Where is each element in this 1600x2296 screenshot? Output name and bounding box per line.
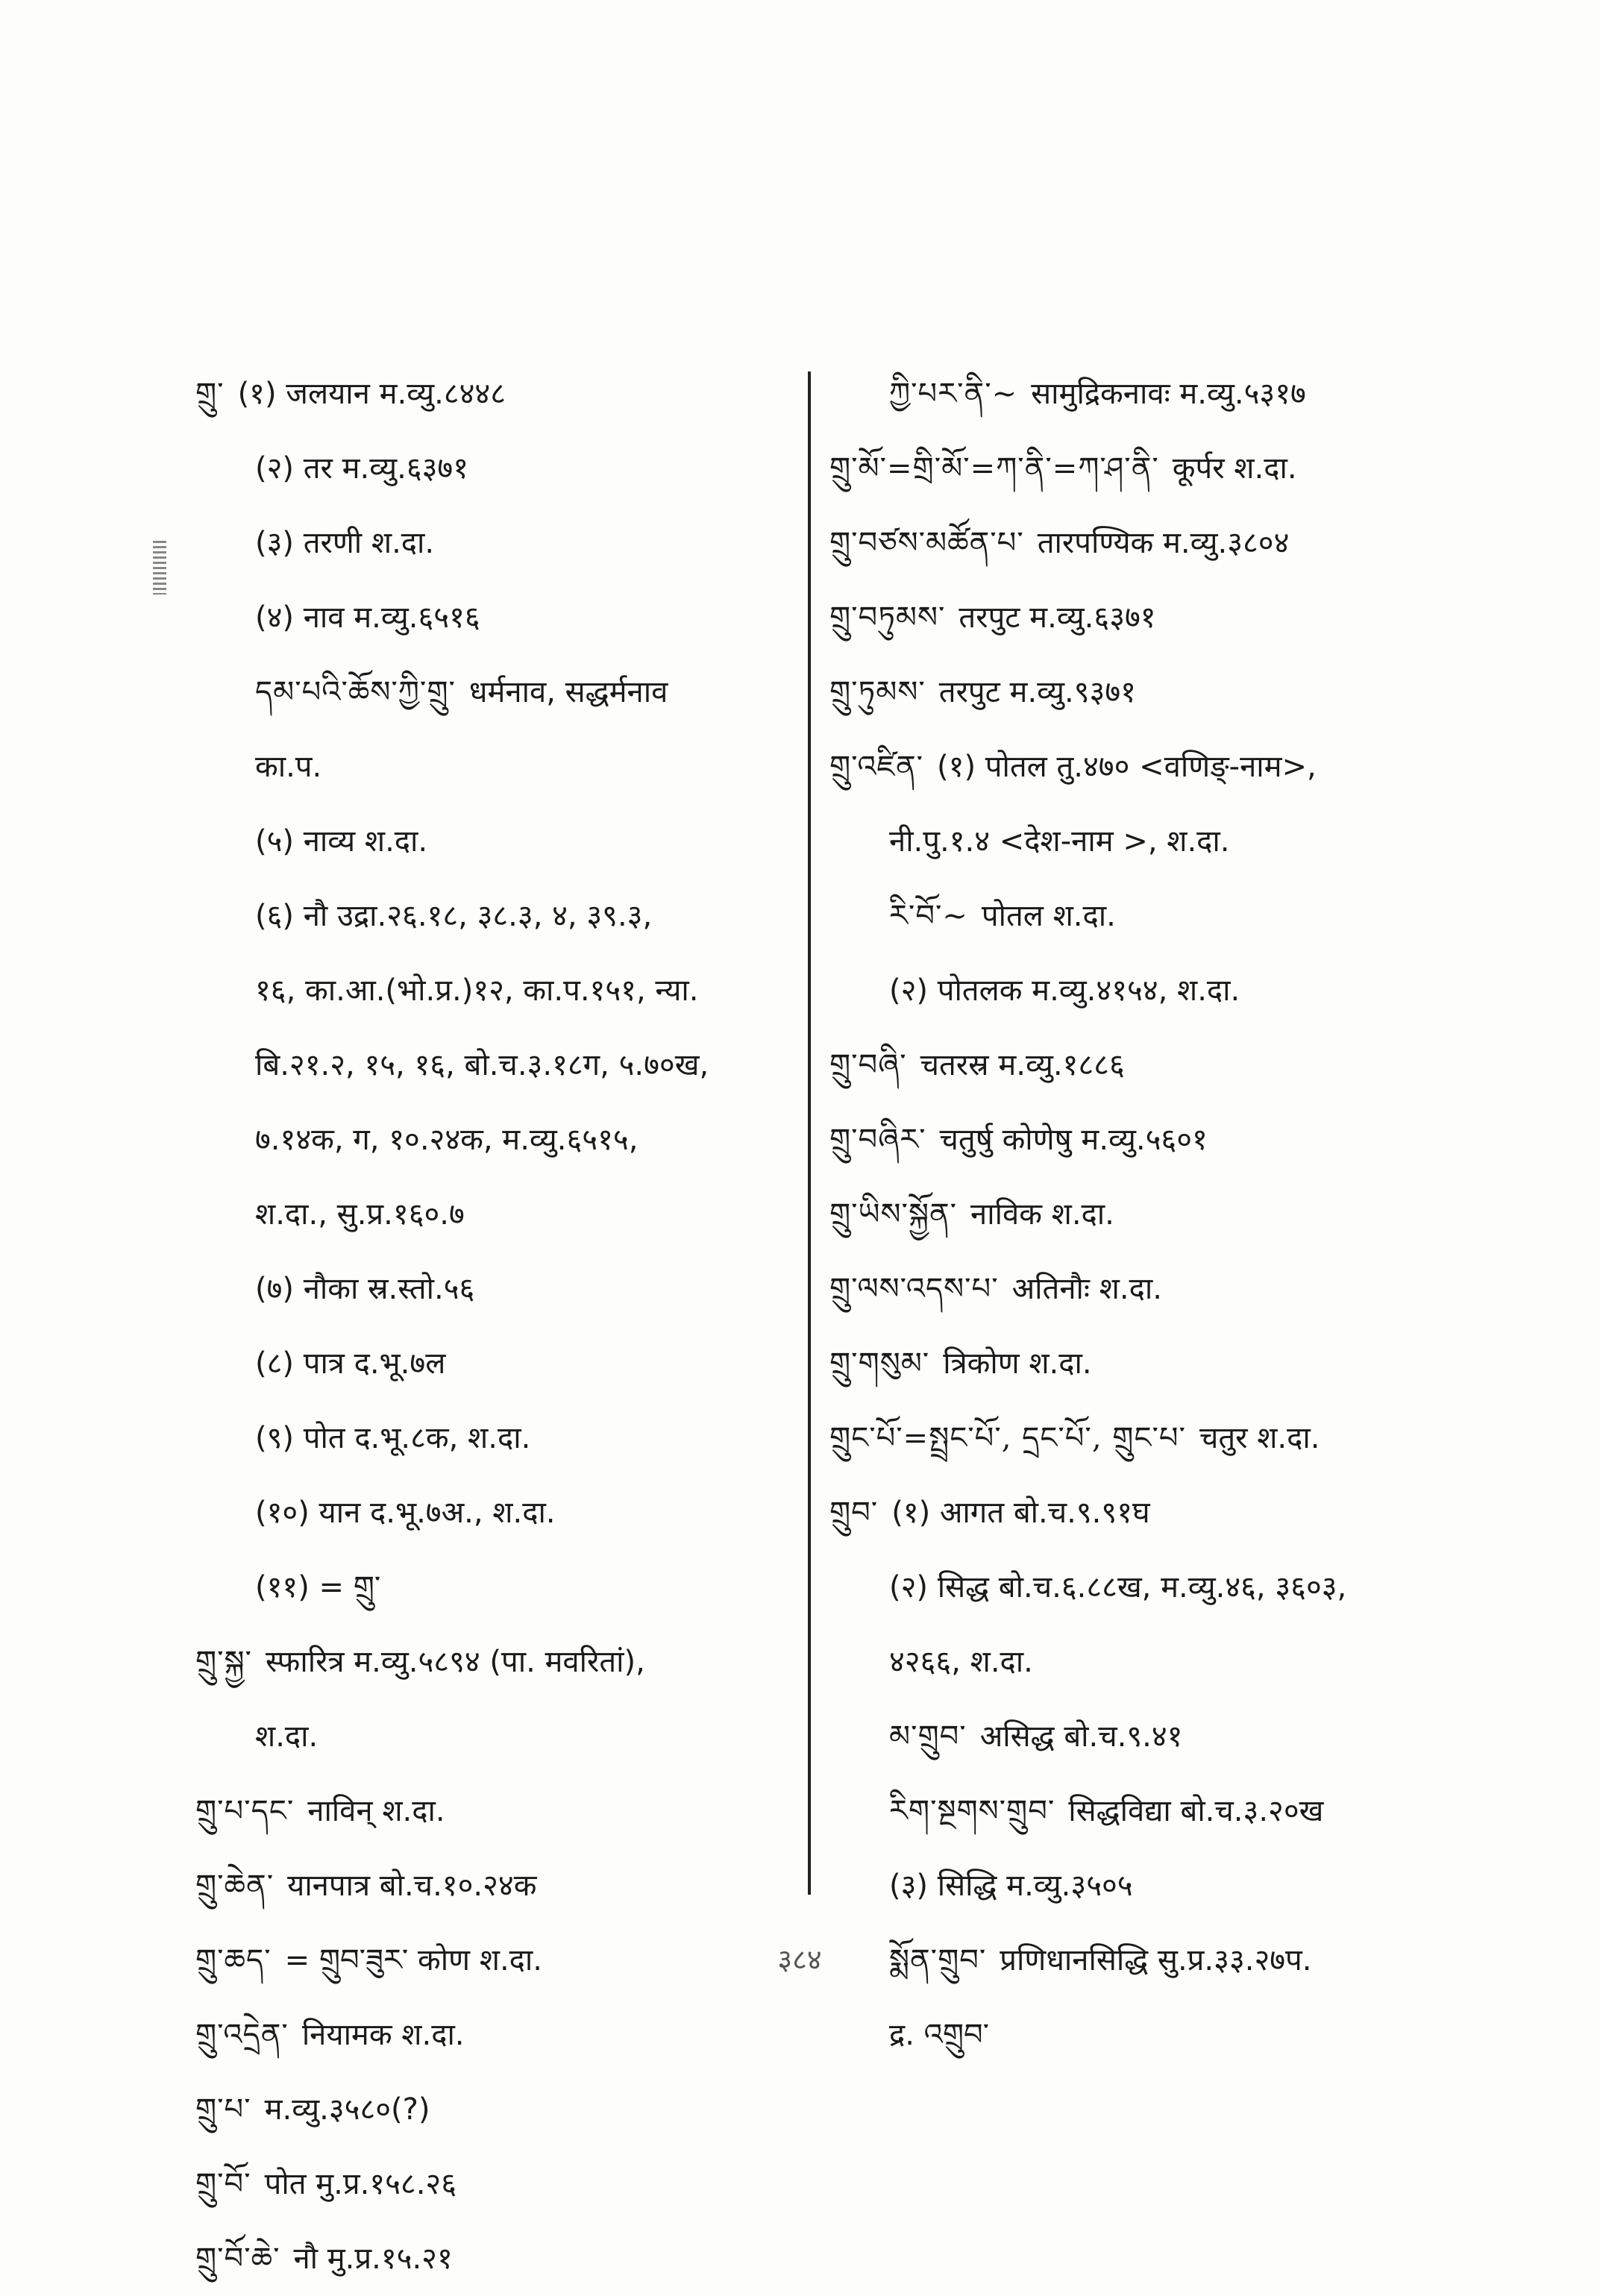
sanskrit-gloss: (९) पोत द.भू.८क, श.दा. xyxy=(255,1421,531,1455)
dictionary-entry-line xyxy=(829,1252,1426,1326)
dictionary-entry-line xyxy=(829,1923,1426,1998)
sanskrit-gloss: द्र. འགྲུབ་ xyxy=(889,2018,990,2052)
dictionary-entry-line xyxy=(829,804,1426,879)
tibetan-headword: གྲུ་ཆད་ xyxy=(195,1943,272,1977)
tibetan-headword: གྲུ་བཙས་མཚོན་པ་ xyxy=(829,526,1024,560)
dictionary-entry-line xyxy=(829,730,1426,804)
dictionary-entry-line xyxy=(829,580,1426,655)
sanskrit-gloss: धर्मनाव, सद्धर्मनाव xyxy=(468,675,668,709)
sanskrit-gloss: श.दा. xyxy=(255,1719,319,1754)
sanskrit-gloss: तरपुट म.व्यु.६३७१ xyxy=(959,600,1156,635)
sanskrit-gloss: नाविक श.दा. xyxy=(970,1197,1114,1232)
tibetan-headword: གྲུ་ཏུམས་ xyxy=(829,675,926,709)
tibetan-headword: གྲུ་སྐྱ་ xyxy=(195,1645,252,1679)
sanskrit-gloss: नाविन् श.दा. xyxy=(307,1794,445,1828)
sanskrit-gloss: (१) जलयान म.व्यु.८४४८ xyxy=(237,377,506,411)
margin-mark xyxy=(153,541,166,595)
dictionary-entry-line xyxy=(829,1401,1426,1475)
sanskrit-gloss: ४२६६, श.दा. xyxy=(889,1645,1033,1679)
dictionary-entry-line xyxy=(195,1998,792,2072)
dictionary-entry-line xyxy=(829,1102,1426,1177)
sanskrit-gloss: बि.२१.२, १५, १६, बो.च.३.१८ग, ५.७०ख, xyxy=(255,1048,709,1082)
sanskrit-gloss: का.प. xyxy=(255,750,322,784)
sanskrit-gloss: तारपण्यिक म.व्यु.३८०४ xyxy=(1037,526,1290,560)
tibetan-headword: གྲུ་པ་དང་ xyxy=(195,1794,295,1828)
dictionary-entry-line xyxy=(195,1923,792,1998)
sanskrit-gloss: पोत मु.प्र.१५८.२६ xyxy=(264,2167,457,2201)
sanskrit-gloss: अतिनौः श.दा. xyxy=(1011,1272,1162,1306)
left-column xyxy=(195,357,792,2296)
tibetan-headword: གྲུ་བོ་ཆེ་ xyxy=(195,2242,280,2276)
dictionary-entry-line xyxy=(829,1848,1426,1923)
sanskrit-gloss: स्फारित्र म.व्यु.५८९४ (पा. मवरितां), xyxy=(265,1645,645,1679)
tibetan-headword: གྲུ་བཞི་ xyxy=(829,1048,907,1082)
dictionary-entry-line xyxy=(195,1475,792,1550)
sanskrit-gloss: (१०) यान द.भू.७अ., श.दा. xyxy=(255,1496,556,1530)
dictionary-entry-line xyxy=(195,1177,792,1252)
tibetan-headword: དམ་པའི་ཆོས་ཀྱི་གྲུ་ xyxy=(255,675,456,709)
dictionary-entry-line xyxy=(195,1550,792,1625)
dictionary-entry-line xyxy=(195,1401,792,1475)
tibetan-headword: རིག་སྔགས་གྲུབ་ xyxy=(889,1794,1055,1828)
dictionary-entry-line xyxy=(195,1252,792,1326)
sanskrit-gloss: श.दा., सु.प्र.१६०.७ xyxy=(255,1197,465,1232)
tibetan-headword: གྲུ་མོ་=གྲི་མོ་=ཀ་ནི་=ཀ་ཤ་ནི་ xyxy=(829,451,1159,486)
tibetan-headword: གྲུ་ཆེན་ xyxy=(195,1869,274,1903)
dictionary-entry-line xyxy=(195,804,792,879)
tibetan-headword: རི་བོ་~ xyxy=(889,899,968,933)
dictionary-entry-line xyxy=(829,879,1426,953)
sanskrit-gloss: (२) तर म.व्यु.६३७१ xyxy=(255,451,469,486)
sanskrit-gloss: चतरस्र म.व्यु.१८८६ xyxy=(920,1048,1125,1082)
dictionary-entry-line xyxy=(195,1028,792,1102)
sanskrit-gloss: त्रिकोण श.दा. xyxy=(943,1346,1092,1381)
sanskrit-gloss: १६, का.आ.(भो.प्र.)१२, का.प.१५१, न्या. xyxy=(255,973,699,1008)
dictionary-entry-line xyxy=(829,506,1426,580)
sanskrit-gloss: (३) सिद्धि म.व्यु.३५०५ xyxy=(889,1869,1133,1903)
sanskrit-gloss: म.व्यु.३५८०(?) xyxy=(264,2092,430,2127)
sanskrit-gloss: यानपात्र बो.च.१०.२४क xyxy=(287,1869,537,1903)
sanskrit-gloss: (४) नाव म.व्यु.६५१६ xyxy=(255,600,480,635)
dictionary-entry-line xyxy=(829,1550,1426,1625)
sanskrit-gloss: पोतल श.दा. xyxy=(981,899,1116,933)
right-column xyxy=(829,357,1426,2072)
sanskrit-gloss: असिद्ध बो.च.९.४१ xyxy=(979,1719,1183,1754)
tibetan-headword: གྲུ་བཏུམས་ xyxy=(829,600,946,635)
sanskrit-gloss: नियामक श.दा. xyxy=(301,2018,465,2052)
dictionary-entry-line xyxy=(829,357,1426,431)
sanskrit-gloss: तरपुट म.व्यु.९३७१ xyxy=(938,675,1136,709)
dictionary-entry-line xyxy=(195,730,792,804)
dictionary-entry-line xyxy=(195,580,792,655)
dictionary-entry-line xyxy=(829,1774,1426,1848)
dictionary-entry-line xyxy=(195,1774,792,1848)
sanskrit-gloss: (८) पात्र द.भू.७ल xyxy=(255,1346,446,1381)
dictionary-entry-line xyxy=(829,953,1426,1028)
dictionary-entry-line xyxy=(829,431,1426,506)
sanskrit-gloss: (११) = གྲུ་ xyxy=(255,1570,381,1605)
sanskrit-gloss: नी.पु.१.४ <देश-नाम >, श.दा. xyxy=(889,824,1230,859)
dictionary-entry-line xyxy=(195,655,792,730)
tibetan-headword: གྲུ་འཛིན་ xyxy=(829,750,924,784)
tibetan-headword: གྲུ་ xyxy=(195,377,225,411)
sanskrit-gloss: चतुर श.दा. xyxy=(1199,1421,1320,1455)
dictionary-entry-line xyxy=(829,1625,1426,1699)
tibetan-headword: གྲུ་བོ་ xyxy=(195,2167,251,2201)
dictionary-entry-line xyxy=(195,431,792,506)
tibetan-headword: གྲུ་གསུམ་ xyxy=(829,1346,930,1381)
dictionary-entry-line xyxy=(195,2072,792,2147)
dictionary-entry-line xyxy=(195,357,792,431)
sanskrit-gloss: ७.१४क, ग, १०.२४क, म.व्यु.६५१५, xyxy=(255,1123,639,1157)
tibetan-headword: གྲུ་འདྲེན་ xyxy=(195,2018,289,2052)
sanskrit-gloss: (२) सिद्ध बो.च.६.८८ख, म.व्यु.४६, ३६०३, xyxy=(889,1570,1347,1605)
dictionary-entry-line xyxy=(195,1848,792,1923)
page-number: ३८४ xyxy=(777,1943,822,1976)
dictionary-entry-line xyxy=(829,1177,1426,1252)
dictionary-entry-line xyxy=(195,1326,792,1401)
sanskrit-gloss: सिद्धविद्या बो.च.३.२०ख xyxy=(1068,1794,1324,1828)
dictionary-entry-line xyxy=(829,1699,1426,1774)
dictionary-entry-line xyxy=(195,2147,792,2221)
column-divider xyxy=(808,371,811,1895)
sanskrit-gloss: कूर्पर श.दा. xyxy=(1172,451,1297,486)
tibetan-headword: གྲུབ་ xyxy=(829,1496,879,1530)
tibetan-headword: ཀྱི་པར་ནི་~ xyxy=(889,377,1018,411)
dictionary-entry-line xyxy=(195,953,792,1028)
dictionary-entry-line xyxy=(195,1102,792,1177)
sanskrit-gloss: (१) आगत बो.च.९.९१घ xyxy=(891,1496,1150,1530)
sanskrit-gloss: चतुर्षु कोणेषु म.व्यु.५६०१ xyxy=(939,1123,1208,1157)
sanskrit-gloss: (५) नाव्य श.दा. xyxy=(255,824,428,859)
sanskrit-gloss: सामुद्रिकनावः म.व्यु.५३१७ xyxy=(1031,377,1306,411)
dictionary-entry-line xyxy=(829,1326,1426,1401)
dictionary-entry-line xyxy=(829,1998,1426,2072)
dictionary-entry-line xyxy=(195,1699,792,1774)
tibetan-headword: མ་གྲུབ་ xyxy=(889,1719,967,1754)
sanskrit-gloss: (३) तरणी श.दा. xyxy=(255,526,435,560)
sanskrit-gloss: = གྲུབ་ཟུར་ कोण श.दा. xyxy=(284,1943,542,1977)
sanskrit-gloss: नौ मु.प्र.१५.२१ xyxy=(293,2242,453,2276)
tibetan-headword: གྲུ་ལས་འདས་པ་ xyxy=(829,1272,999,1306)
tibetan-headword: གྲུང་པོ་=སྤྲང་པོ་, དྲང་པོ་, གྲུང་པ་ xyxy=(829,1421,1186,1455)
dictionary-entry-line xyxy=(195,506,792,580)
sanskrit-gloss: (२) पोतलक म.व्यु.४१५४, श.दा. xyxy=(889,973,1240,1008)
sanskrit-gloss: (१) पोतल तु.४७० <वणिङ्-नाम>, xyxy=(937,750,1317,784)
tibetan-headword: གྲུ་པ་ xyxy=(195,2092,251,2127)
tibetan-headword: གྲུ་བཞིར་ xyxy=(829,1123,926,1157)
dictionary-entry-line xyxy=(829,1028,1426,1102)
dictionary-entry-line xyxy=(829,1475,1426,1550)
sanskrit-gloss: (६) नौ उद्रा.२६.१८, ३८.३, ४, ३९.३, xyxy=(255,899,653,933)
dictionary-entry-line xyxy=(195,2221,792,2296)
sanskrit-gloss: (७) नौका स्र.स्तो.५६ xyxy=(255,1272,475,1306)
tibetan-headword: གྲུ་ཡིས་སྐྱོན་ xyxy=(829,1197,958,1232)
dictionary-entry-line xyxy=(195,879,792,953)
tibetan-headword: སྨོན་གྲུབ་ xyxy=(889,1943,987,1977)
sanskrit-gloss: प्रणिधानसिद्धि सु.प्र.३३.२७प. xyxy=(1000,1943,1312,1977)
dictionary-entry-line xyxy=(195,1625,792,1699)
dictionary-entry-line xyxy=(829,655,1426,730)
